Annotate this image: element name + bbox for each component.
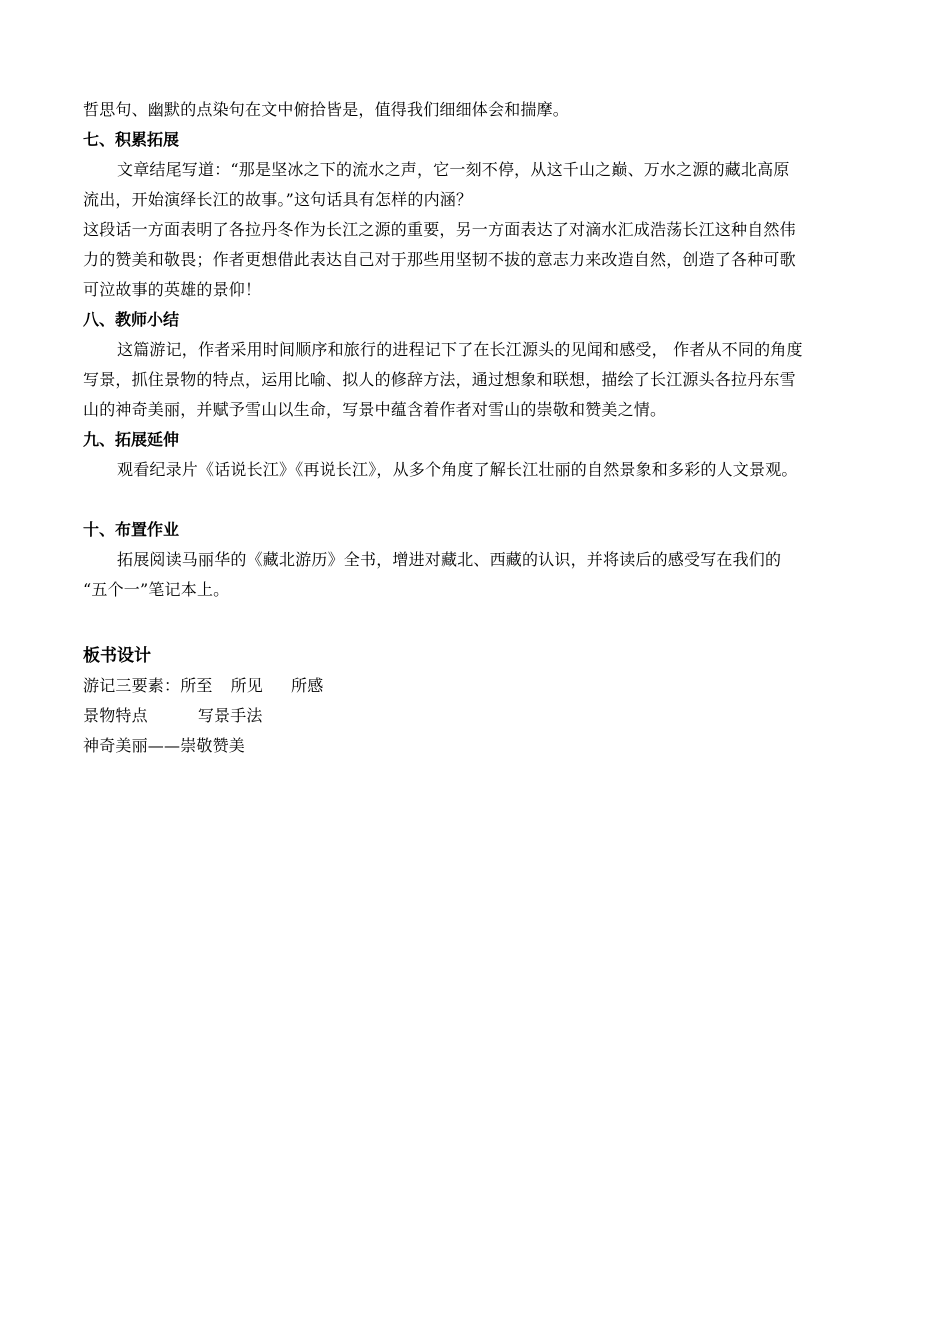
section-7-heading: 七、积累拓展 [83,130,180,149]
board-row-1 [83,671,883,701]
board-row-3: 神奇美丽——崇敬赞美 [83,736,246,755]
board-design-title: 板书设计 [83,646,151,666]
section-10-line-2: “五个一”笔记本上。 [83,580,230,599]
intro-line: 哲思句、幽默的点染句在文中俯拾皆是，值得我们细细体会和揣摩。 [83,100,570,119]
section-9-heading: 九、拓展延伸 [83,430,180,449]
board-row-1-seen: 所见 [230,676,264,695]
section-8-line-3: 山的神奇美丽，并赋予雪山以生命，写景中蕴含着作者对雪山的崇敬和赞美之情。 [83,400,667,419]
spacer [83,485,883,515]
board-row-2 [83,701,883,731]
section-8-line-1: 这篇游记，作者采用时间顺序和旅行的进程记下了在长江源头的见闻和感受， 作者从不同的角度 [117,340,803,359]
section-10-heading: 十、布置作业 [83,520,180,539]
section-8-heading: 八、教师小结 [83,310,180,329]
section-9-line-1: 观看纪录片《话说长江》《再说长江》，从多个角度了解长江壮丽的自然景象和多彩的人文景观。 [117,460,798,479]
section-7-line-4: 力的赞美和敬畏；作者更想借此表达自己对于那些用坚韧不拔的意志力来改造自然，创造了各种可歌 [83,250,796,269]
section-10-line-1: 拓展阅读马丽华的《藏北游历》全书，增进对藏北、西藏的认识，并将读后的感受写在我们的 [117,550,782,569]
spacer [83,605,883,641]
section-7-line-5: 可泣故事的英雄的景仰！ [83,280,262,299]
document-page [83,95,883,761]
section-7-line-3: 这段话一方面表明了各拉丹冬作为长江之源的重要，另一方面表达了对滴水汇成浩荡长江这种自然伟 [83,220,796,239]
section-7-line-1: 文章结尾写道：“那是坚冰之下的流水之声，它一刻不停，从这千山之巅、万水之源的藏北高原 [117,160,790,179]
section-8-line-2: 写景，抓住景物的特点，运用比喻、拟人的修辞方法，通过想象和联想，描绘了长江源头各拉丹东雪 [83,370,796,389]
board-row-1-label: 游记三要素：所至 [83,676,213,695]
board-row-1-felt: 所感 [291,676,324,695]
board-row-2-features: 景物特点 [83,706,148,725]
section-7-line-2: 流出，开始演绎长江的故事。”这句话具有怎样的内涵？ [83,190,473,209]
board-row-2-techniques: 写景手法 [197,706,263,725]
